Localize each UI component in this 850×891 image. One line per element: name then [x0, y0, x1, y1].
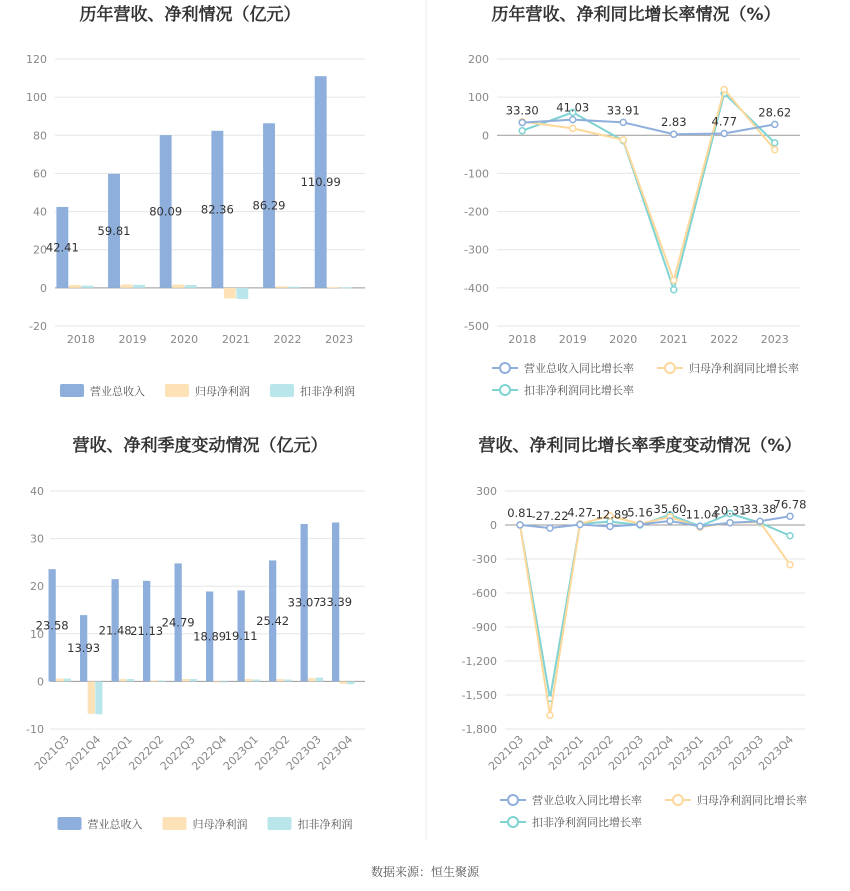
- y-tick-label: 0: [37, 675, 44, 689]
- legend-label: 扣非净利润同比增长率: [532, 816, 642, 829]
- data-label: 24.79: [161, 615, 195, 630]
- legend-swatch: [270, 384, 294, 397]
- data-point: [772, 121, 778, 127]
- bar-deducted-profit: [127, 679, 134, 681]
- y-tick-label: -300: [464, 243, 489, 257]
- bar-deducted-profit: [288, 287, 300, 288]
- data-label: 35.60: [653, 501, 687, 516]
- bar-net-profit: [172, 285, 184, 288]
- bar-net-profit: [56, 679, 63, 682]
- chart-title: 营收、净利季度变动情况（亿元）: [72, 436, 328, 456]
- legend-label: 归母净利润同比增长率: [689, 362, 799, 375]
- data-label: 59.81: [97, 223, 131, 238]
- x-tick-label: 2023Q4: [756, 732, 797, 773]
- y-tick-label: -1,500: [461, 689, 497, 702]
- legend-marker: [508, 795, 518, 805]
- data-label: 25.42: [256, 613, 290, 628]
- legend-swatch: [60, 384, 84, 397]
- data-label: 19.11: [224, 628, 258, 643]
- legend-label: 扣非净利润同比增长率: [524, 384, 634, 397]
- x-tick-label: 2023Q1: [220, 732, 261, 773]
- y-tick-label: -1,800: [461, 723, 497, 736]
- y-tick-label: -20: [29, 320, 47, 333]
- x-tick-label: 2023Q1: [666, 732, 707, 773]
- data-point: [787, 513, 793, 519]
- legend-swatch: [58, 817, 82, 830]
- series-line: [520, 516, 790, 715]
- legend-marker: [665, 363, 675, 373]
- x-tick-label: 2023: [760, 333, 789, 346]
- bar-net-profit: [340, 681, 347, 683]
- legend-marker: [508, 817, 518, 827]
- quarterly-values-chart: [26, 435, 365, 831]
- data-label: 86.29: [252, 198, 286, 213]
- bar-net-profit: [88, 681, 95, 713]
- bar-net-profit: [121, 284, 133, 287]
- data-point: [772, 147, 778, 153]
- bar-net-profit: [151, 680, 158, 681]
- bar-deducted-profit: [340, 287, 352, 288]
- data-source: 数据来源：恒生聚源: [370, 865, 480, 879]
- bar-deducted-profit: [133, 285, 145, 288]
- bar-net-profit: [327, 287, 339, 288]
- bar-net-profit: [277, 679, 284, 681]
- data-point: [787, 533, 793, 539]
- x-tick-label: 2021Q3: [486, 732, 527, 773]
- data-point: [671, 277, 677, 283]
- data-label: 33.30: [505, 103, 539, 118]
- data-point: [697, 523, 703, 529]
- bar-deducted-profit: [81, 286, 93, 288]
- bar-deducted-profit: [236, 288, 248, 299]
- data-label: 4.27: [567, 505, 593, 520]
- x-tick-label: 2022: [710, 333, 739, 346]
- x-tick-label: 2021Q4: [516, 732, 557, 773]
- bar-deducted-profit: [347, 681, 354, 684]
- data-label: 18.89: [193, 629, 227, 644]
- y-tick-label: 100: [468, 91, 489, 105]
- y-tick-label: -100: [464, 167, 489, 181]
- data-point: [519, 120, 525, 126]
- legend-swatch: [165, 384, 189, 397]
- y-tick-label: 0: [40, 281, 47, 295]
- y-tick-label: -400: [464, 281, 489, 295]
- y-tick-label: -600: [472, 587, 497, 600]
- data-label: 33.07: [287, 595, 321, 610]
- legend-label: 归母净利润同比增长率: [697, 794, 807, 807]
- data-label: 41.03: [556, 100, 590, 115]
- x-tick-label: 2019: [558, 333, 587, 346]
- bar-deducted-profit: [64, 679, 71, 682]
- legend-label: 归母净利润: [192, 818, 248, 831]
- y-tick-label: -1,200: [461, 655, 497, 668]
- data-label: -11.04: [681, 507, 719, 522]
- legend-label: 营业总收入同比增长率: [524, 362, 634, 375]
- data-label: 4.77: [711, 114, 738, 129]
- y-tick-label: 300: [476, 485, 497, 498]
- y-tick-label: 200: [468, 53, 489, 66]
- x-tick-label: 2018: [508, 333, 537, 346]
- data-point: [547, 712, 553, 718]
- x-tick-label: 2022Q2: [126, 732, 167, 773]
- data-point: [721, 87, 727, 93]
- data-label: -27.22: [531, 509, 569, 524]
- data-label: 0.81: [507, 505, 533, 520]
- x-tick-label: 2022Q3: [157, 732, 198, 773]
- data-label: 21.48: [98, 623, 132, 638]
- data-point: [787, 562, 793, 568]
- y-tick-label: 120: [26, 53, 47, 66]
- y-tick-label: -10: [26, 723, 44, 736]
- x-tick-label: 2021Q3: [31, 732, 72, 773]
- legend-label: 扣非净利润: [300, 385, 355, 398]
- data-point: [637, 521, 643, 527]
- data-label: 82.36: [200, 202, 234, 217]
- bar-net-profit: [224, 288, 236, 298]
- legend-marker: [500, 363, 510, 373]
- data-point: [607, 523, 613, 529]
- data-label: 23.58: [35, 618, 69, 633]
- x-tick-label: 2023Q3: [283, 732, 324, 773]
- data-point: [570, 125, 576, 131]
- bar-net-profit: [245, 679, 252, 681]
- data-point: [671, 131, 677, 137]
- data-point: [577, 522, 583, 528]
- legend-label: 扣非净利润: [297, 818, 353, 831]
- data-label: 20.31: [713, 503, 747, 518]
- x-tick-label: 2022Q4: [636, 732, 677, 773]
- y-tick-label: 0: [482, 129, 489, 143]
- bar-deducted-profit: [316, 678, 323, 682]
- x-tick-label: 2021: [221, 333, 250, 346]
- legend-swatch: [268, 817, 292, 830]
- legend-marker: [500, 385, 510, 395]
- y-tick-label: -200: [464, 205, 489, 219]
- data-label: 110.99: [300, 175, 341, 190]
- y-tick-label: 40: [30, 485, 44, 498]
- y-tick-label: 20: [30, 580, 44, 594]
- data-point: [727, 520, 733, 526]
- legend-label: 营业总收入: [87, 818, 143, 831]
- data-label: 33.91: [606, 103, 640, 118]
- data-label: 5.16: [627, 505, 653, 520]
- data-label: -12.89: [591, 507, 629, 522]
- data-label: 42.41: [45, 240, 79, 255]
- chart-title: 历年营收、净利情况（亿元）: [79, 5, 301, 25]
- bar-net-profit: [119, 679, 126, 681]
- y-tick-label: 0: [490, 519, 497, 532]
- annual-values-chart: [26, 4, 365, 398]
- data-point: [721, 130, 727, 136]
- legend-label: 营业总收入: [90, 385, 145, 398]
- data-label: 21.13: [130, 624, 164, 639]
- data-label: 33.39: [319, 594, 353, 609]
- x-tick-label: 2022Q3: [606, 732, 647, 773]
- x-tick-label: 2023Q2: [252, 732, 293, 773]
- bar-net-profit: [182, 679, 189, 681]
- y-tick-label: 100: [26, 91, 47, 105]
- data-point: [547, 525, 553, 531]
- data-label: 28.62: [758, 105, 792, 120]
- x-tick-label: 2023Q3: [726, 732, 767, 773]
- bar-deducted-profit: [95, 681, 102, 714]
- y-tick-label: 10: [30, 627, 44, 641]
- x-tick-label: 2022Q1: [94, 732, 135, 773]
- bar-net-profit: [308, 678, 315, 681]
- bar-net-profit: [69, 285, 81, 288]
- data-point: [667, 518, 673, 524]
- data-label: 33.38: [743, 502, 777, 517]
- chart-title: 历年营收、净利同比增长率情况（%）: [491, 5, 781, 25]
- data-label: 76.78: [773, 497, 807, 512]
- data-point: [517, 522, 523, 528]
- x-tick-label: 2022: [273, 333, 302, 346]
- y-tick-label: 60: [33, 167, 47, 181]
- quarterly-growth-chart: [462, 435, 807, 829]
- x-tick-label: 2020: [609, 333, 638, 346]
- bar-net-profit: [276, 286, 288, 288]
- data-label: 13.93: [67, 641, 101, 656]
- x-tick-label: 2022Q4: [189, 732, 230, 773]
- x-tick-label: 2022Q2: [576, 732, 617, 773]
- data-point: [519, 128, 525, 134]
- x-tick-label: 2018: [66, 333, 95, 346]
- legend-swatch: [163, 817, 187, 830]
- y-tick-label: 20: [33, 243, 47, 257]
- x-tick-label: 2021: [659, 333, 688, 346]
- y-tick-label: -900: [472, 621, 497, 634]
- data-point: [570, 117, 576, 123]
- bar-deducted-profit: [284, 679, 291, 681]
- data-point: [772, 140, 778, 146]
- x-tick-label: 2021Q4: [63, 732, 104, 773]
- data-point: [620, 119, 626, 125]
- legend-label: 营业总收入同比增长率: [532, 794, 642, 807]
- legend-marker: [673, 795, 683, 805]
- x-tick-label: 2023: [325, 333, 354, 346]
- annual-growth-chart: [464, 4, 800, 397]
- data-label: 80.09: [149, 204, 183, 219]
- x-tick-label: 2020: [170, 333, 199, 346]
- x-tick-label: 2022Q1: [546, 732, 587, 773]
- y-tick-label: -500: [464, 320, 489, 333]
- bar-deducted-profit: [185, 285, 197, 288]
- series-line: [520, 514, 790, 699]
- y-tick-label: -300: [472, 553, 497, 566]
- x-tick-label: 2023Q2: [696, 732, 737, 773]
- bar-deducted-profit: [221, 681, 228, 682]
- data-label: 2.83: [660, 115, 687, 130]
- y-tick-label: 30: [30, 532, 44, 546]
- data-point: [757, 518, 763, 524]
- bar-net-profit: [214, 681, 221, 682]
- x-tick-label: 2023Q4: [315, 732, 356, 773]
- y-tick-label: 80: [33, 129, 47, 143]
- bar-deducted-profit: [158, 680, 165, 681]
- legend-label: 归母净利润: [195, 385, 250, 398]
- bar-deducted-profit: [190, 679, 197, 681]
- y-tick-label: 40: [33, 205, 47, 219]
- chart-title: 营收、净利同比增长率季度变动情况（%）: [478, 436, 802, 456]
- data-point: [671, 287, 677, 293]
- data-point: [620, 137, 626, 143]
- bar-deducted-profit: [253, 679, 260, 681]
- x-tick-label: 2019: [118, 333, 147, 346]
